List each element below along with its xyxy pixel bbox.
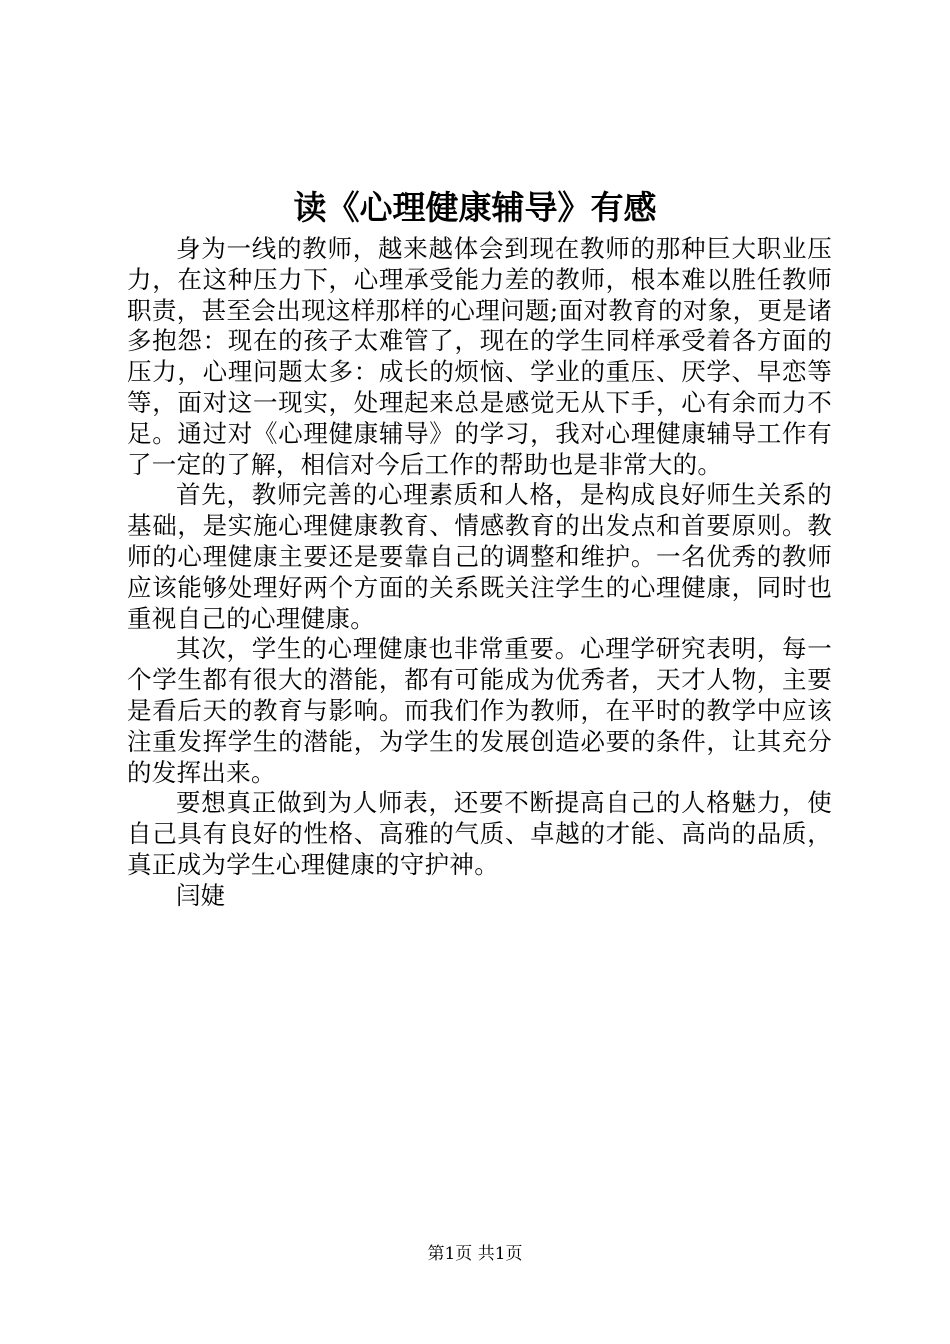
document-title: 读《心理健康辅导》有感 [293, 188, 657, 227]
paragraph-2: 首先，教师完善的心理素质和人格，是构成良好师生关系的基础，是实施心理健康教育、情感教育的出发点和首要原则。教师的心理健康主要还是要靠自己的调整和维护。一名优秀的教师应该能够处理好两个方面的关系既关注学生的心理健康，同时也重视自己的心理健康。 [127, 480, 832, 633]
paragraph-1: 身为一线的教师，越来越体会到现在教师的那种巨大职业压力，在这种压力下，心理承受能力差的教师，根本难以胜任教师职责，甚至会出现这样那样的心理问题;面对教育的对象，更是诸多抱怨：现在的孩子太难管了，现在的学生同样承受着各方面的压力，心理问题太多：成长的烦恼、学业的重压、厌学、早恋等等，面对这一现实，处理起来总是感觉无从下手，心有余而力不足。通过对《心理健康辅导》的学习，我对心理健康辅导工作有了一定的了解，相信对今后工作的帮助也是非常大的。 [127, 234, 832, 479]
paragraph-3: 其次，学生的心理健康也非常重要。心理学研究表明，每一个学生都有很大的潜能，都有可能成为优秀者，天才人物，主要是看后天的教育与影响。而我们作为教师，在平时的教学中应该注重发挥学生的潜能，为学生的发展创造必要的条件，让其充分的发挥出来。 [127, 634, 832, 787]
paragraph-4: 要想真正做到为人师表，还要不断提高自己的人格魅力，使自己具有良好的性格、高雅的气质、卓越的才能、高尚的品质，真正成为学生心理健康的守护神。 [127, 788, 832, 879]
author-signature: 闫婕 [176, 880, 225, 910]
document-body [127, 234, 832, 912]
page-number-footer: 第1页 共1页 [427, 1244, 523, 1264]
